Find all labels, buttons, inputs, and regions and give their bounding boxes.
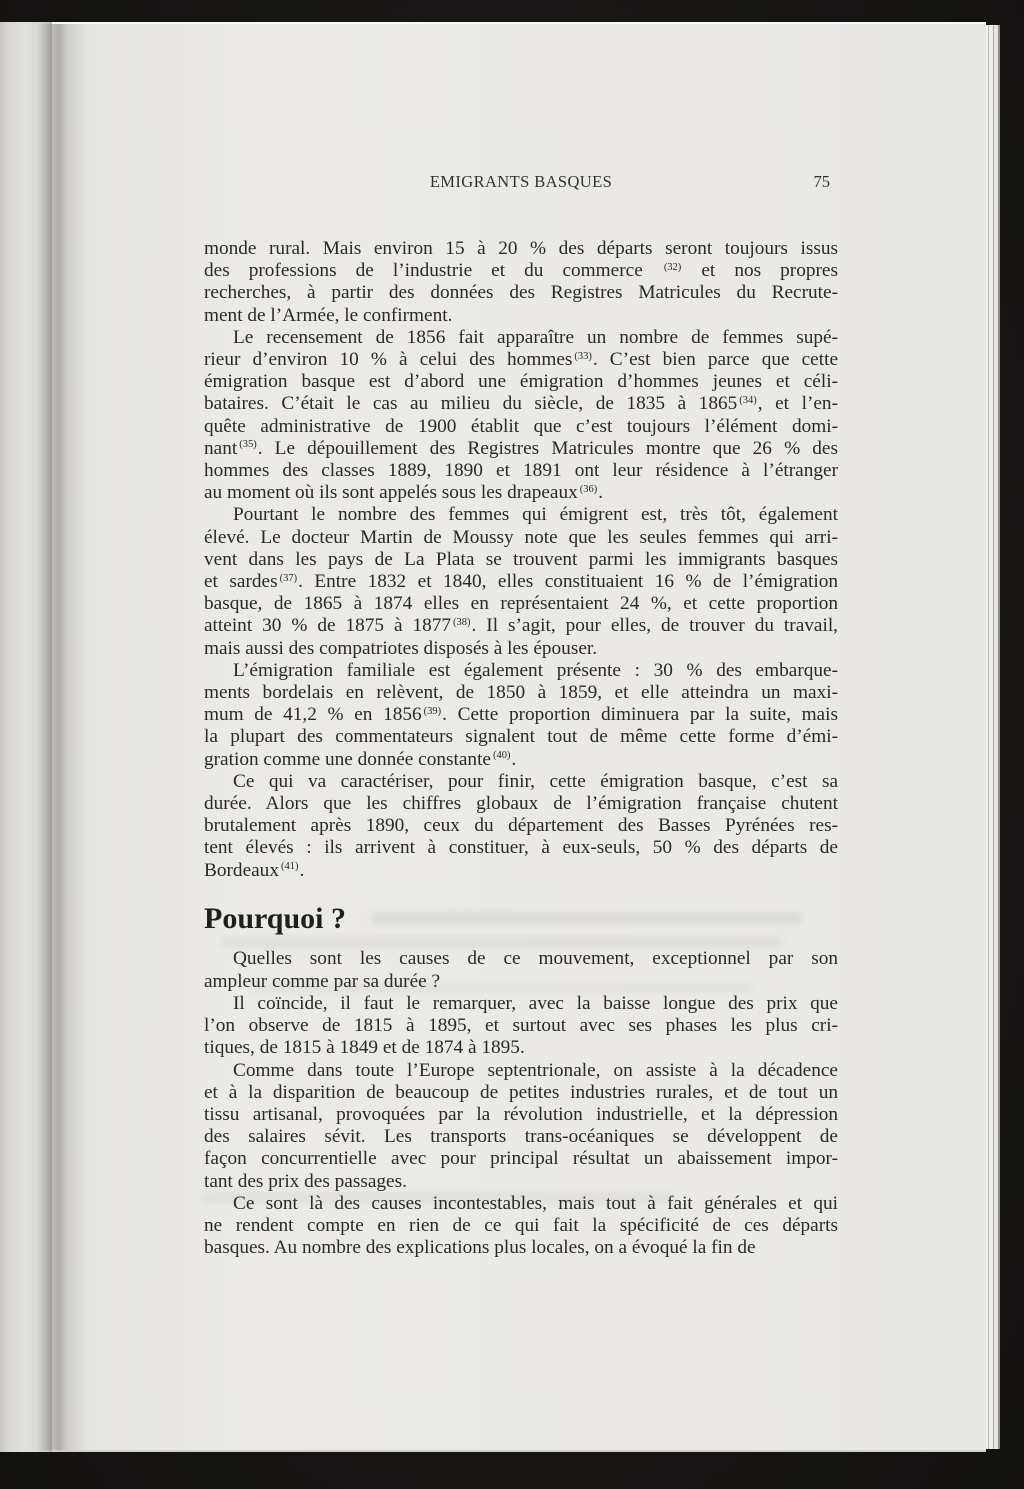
text-line: atteint 30 % de 1875 à 1877 $^{(38)}$. Il s’agit, pour elles, de trouver du travail, [204,615,838,637]
paragraph [204,504,838,659]
paragraph [204,327,838,505]
paragraph [204,948,838,992]
text-line: élevé. Le docteur Martin de Moussy note que les seules femmes qui arri- [204,526,838,548]
text-line: tissu artisanal, provoquées par la révolution industrielle, et la dépression [204,1103,838,1125]
footnote-ref: (40) [492,750,511,762]
text-line: Bordeaux $^{(41)}$. [204,859,305,881]
paragraph [204,993,838,1060]
text-line: et à la disparition de beaucoup de petites industries rurales, et de tout un [204,1081,838,1103]
text-line: gration comme une donnée constante $^{(40)}$. [204,748,517,770]
text-line: quête administrative de 1900 établit que c’est toujours l’élément domi- [204,415,838,437]
text-line: tent élevés : ils arrivent à constituer, à eux-seuls, 50 % des départs de [204,837,838,859]
text-line: bataires. C’était le cas au milieu du siècle, de 1835 à 1865 $^{(34)}$, et l’en- [204,393,838,415]
text-line: la plupart des commentateurs signalent tout de même cette forme d’émi- [204,726,838,748]
text-line: des salaires sévit. Les transports trans-océaniques se développent de [204,1126,838,1148]
text-line: vent dans les pays de La Plata se trouvent parmi les immigrants basques [204,548,838,570]
text-line: recherches, à partir des données des Registres Matricules du Recrute- [204,282,838,304]
text-line: tant des prix des passages. [204,1170,407,1192]
text-line: tiques, de 1815 à 1849 et de 1874 à 1895. [204,1037,525,1059]
scanned-page [52,22,986,1452]
text-line: Comme dans toute l’Europe septentrionale, on assiste à la décadence [233,1059,838,1081]
footnote-ref: (38) [453,616,471,628]
text-line: L’émigration familiale est également présente : 30 % des embarque- [233,659,838,681]
footnote-ref: (37) [279,572,298,584]
footnote-ref: (34) [739,394,757,406]
text-line: monde rural. Mais environ 15 à 20 % des départs seront toujours issus [204,238,838,259]
footnote-ref: (35) [239,439,257,451]
text-line: façon concurrentielle avec pour principal résultat un abaissement impor- [204,1148,838,1170]
text-line: durée. Alors que les chiffres globaux de l’émigration française chutent [204,793,838,815]
footnote-ref: (41) [280,861,299,873]
footnote-ref: (32) [663,261,682,273]
text-line: mais aussi des compatriotes disposés à les épouser. [204,637,598,659]
book-page-spread [0,22,1000,1452]
page-number: 75 [813,172,830,191]
page-header [204,172,838,194]
text-line: Pourtant le nombre des femmes qui émigrent est, très tôt, également [233,504,838,526]
text-line: émigration basque est d’abord une émigration d’hommes jeunes et céli- [204,371,838,393]
text-line: Quelles sont les causes de ce mouvement, exceptionnel par son [233,948,838,970]
text-line: brutalement après 1890, ceux du département des Basses Pyrénées res- [204,815,838,837]
text-line: basque, de 1865 à 1874 elles en représentaient 24 %, et cette proportion [204,593,838,615]
text-line: Ce qui va caractériser, pour finir, cette émigration basque, c’est sa [233,770,838,792]
text-line: Il coïncide, il faut le remarquer, avec la baisse longue des prix que [233,992,838,1014]
running-title: EMIGRANTS BASQUES [429,172,613,191]
text-line: mum de 41,2 % en 1856 $^{(39)}$. Cette proportion diminuera par la suite, mais [204,704,838,726]
footnote-ref: (39) [423,705,442,717]
text-line: Ce sont là des causes incontestables, mais tout à fait générales et qui [233,1192,838,1214]
text-line: ampleur comme par sa durée ? [204,970,441,992]
text-line: basques. Au nombre des explications plus locales, on a évoqué la fin de [204,1237,756,1259]
text-line: et sardes $^{(37)}$. Entre 1832 et 1840, elles constituaient 16 % de l’émigration [204,571,838,593]
section-heading: Pourquoi ? [204,901,346,935]
footnote-ref: (36) [579,483,598,495]
footnote-ref: (33) [574,350,592,362]
paragraph [204,1060,838,1193]
paragraph [204,660,838,771]
text-line: ments bordelais en relèvent, de 1850 à 1859, et elle atteindra un maxi- [204,682,838,704]
text-line: nant $^{(35)}$. Le dépouillement des Registres Matricules montre que 26 % des [204,437,838,459]
text-line: ment de l’Armée, le confirment. [204,304,453,326]
text-line: hommes des classes 1889, 1890 et 1891 ont leur résidence à l’étranger [204,460,838,482]
page-edge-stack [986,25,1000,1449]
text-line: Le recensement de 1856 fait apparaître un nombre de femmes supé- [233,326,838,348]
paragraph [204,1193,838,1260]
text-line: rieur d’environ 10 % à celui des hommes $^{(33)}$. C’est bien parce que cette [204,349,839,371]
text-block [204,238,838,1259]
paragraph [204,238,838,327]
text-line: l’on observe de 1815 à 1895, et surtout avec ses phases les plus cri- [204,1015,838,1037]
text-line: ne rendent compte en rien de ce qui fait la spécificité de ces départs [204,1214,838,1236]
text-line: des professions de l’industrie et du commerce $^{(32)}$ et nos propres [204,260,838,282]
left-page-edge [0,22,52,1452]
paragraph [204,771,838,882]
text-line: au moment où ils sont appelés sous les drapeaux $^{(36)}$. [204,482,604,504]
